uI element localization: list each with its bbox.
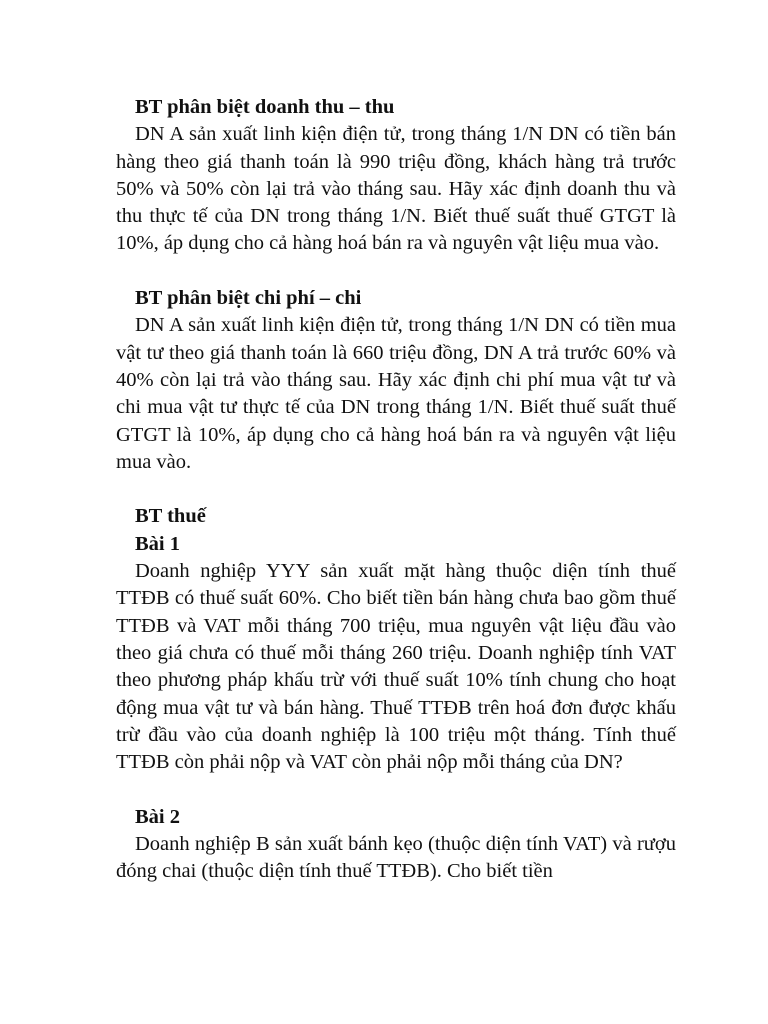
section-body: Doanh nghiệp YYY sản xuất mặt hàng thuộc diện tính thuế TTĐB có thuế suất 60%. Cho biết tiền bán hàng chưa bao gồm thuế TTĐB và VAT mỗi tháng 700 triệu, mua nguyên vật liệu đầu vào theo giá chưa có thuế mỗi tháng 260 triệu. Doanh nghiệp tính VAT theo phương pháp khấu trừ với thuế suất 10% tính chung cho hoạt động mua vật tư và bán hàng. Thuế TTĐB trên hoá đơn được khấu trừ đầu vào của doanh nghiệp là 100 triệu một tháng. Tính thuế TTĐB còn phải nộp và VAT còn phải nộp mỗi tháng của DN? (116, 560, 676, 774)
document-page (116, 94, 676, 886)
section-title: BT phân biệt doanh thu – thu (135, 96, 395, 118)
section-body: Doanh nghiệp B sản xuất bánh kẹo (thuộc diện tính VAT) và rượu đóng chai (thuộc diện tính thuế TTĐB). Cho biết tiền (116, 833, 676, 883)
spacer (135, 258, 676, 285)
spacer (135, 776, 676, 803)
section-expense (116, 285, 676, 476)
section-title: BT phân biệt chi phí – chi (135, 287, 362, 310)
section-body: DN A sản xuất linh kiện điện tử, trong tháng 1/N DN có tiền mua vật tư theo giá thanh toán là 660 triệu đồng, DN A trả trước 60% và 40% còn lại trả vào tháng sau. Hãy xác định chi phí mua vật tư và chi mua vật tư thực tế của DN trong tháng 1/N. Biết thuế suất thuế GTGT là 10%, áp dụng cho cả hàng hoá bán ra và nguyên vật liệu mua vào. (116, 314, 676, 473)
section-body: DN A sản xuất linh kiện điện tử, trong tháng 1/N DN có tiền bán hàng theo giá thanh toán là 990 triệu đồng, khách hàng trả trước 50% và 50% còn lại trả vào tháng sau. Hãy xác định doanh thu và thu thực tế của DN trong tháng 1/N. Biết thuế suất thuế GTGT là 10%, áp dụng cho cả hàng hoá bán ra và nguyên vật liệu mua vào. (116, 123, 676, 255)
section-revenue (116, 94, 676, 258)
exercise-title: Bài 2 (135, 805, 180, 828)
section-exercise-2 (116, 804, 676, 886)
section-tax (116, 503, 676, 776)
exercise-title: Bài 1 (135, 532, 180, 555)
spacer (135, 476, 676, 503)
section-title: BT thuế (135, 505, 206, 528)
